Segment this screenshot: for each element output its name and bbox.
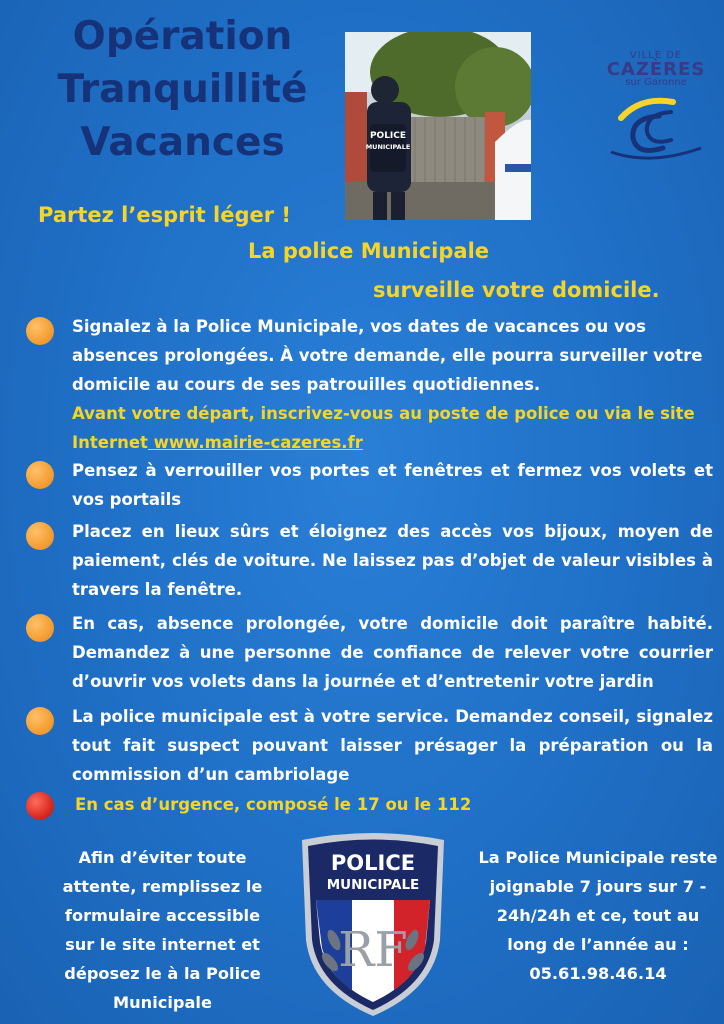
badge-monogram: RF	[338, 922, 408, 978]
bullet-red-icon	[26, 792, 54, 820]
footer-right	[478, 843, 718, 988]
list-item	[26, 312, 716, 452]
police-badge-icon	[294, 830, 452, 1020]
logo-line-2: CAZÈRES	[606, 59, 706, 80]
footer-left-text: Afin d’éviter toute attente, remplissez le formulaire accessible sur le site internet et déposez le à la Police Municipale	[62, 848, 263, 1012]
badge-text-1: POLICE	[330, 851, 416, 875]
bullet-1-highlight: Avant votre départ, inscrivez-vous au poste de police ou via le site Internet	[72, 404, 695, 452]
urgent-row	[26, 790, 716, 822]
bullet-orange-icon	[26, 707, 54, 735]
photo-illustration	[345, 32, 531, 220]
logo-line-3: sur Garonne	[625, 77, 687, 88]
list-item	[26, 517, 716, 607]
list-item	[26, 702, 716, 792]
list-item	[26, 609, 716, 699]
bullet-1-text: Signalez à la Police Municipale, vos dates de vacances ou vos absences prolongées. À votre demande, elle pourra surveiller votre domicile au cours de ses patrouilles quotidiennes.	[72, 317, 703, 394]
vest-label-2: MUNICIPALE	[365, 143, 411, 151]
bullet-5-text: La police municipale est à votre service. Demandez conseil, signalez tout fait suspect pouvant laisser présager la préparation ou la commission d’un cambriolage	[72, 707, 713, 784]
tagline-2: La police Municipale	[248, 239, 490, 263]
page-title	[20, 10, 345, 169]
town-logo	[601, 50, 711, 180]
bullet-orange-icon	[26, 317, 54, 345]
urgent-text: En cas d’urgence, composé le 17 ou le 112	[75, 795, 472, 814]
title-line-2: Tranquillité	[57, 67, 308, 112]
bullet-2-text: Pensez à verrouiller vos portes et fenêtres et fermez vos volets et vos portails	[72, 461, 713, 509]
police-officer-photo	[345, 32, 531, 220]
logo-line-1: VILLE DE	[629, 50, 683, 61]
bullet-orange-icon	[26, 461, 54, 489]
police-badge	[294, 830, 452, 1020]
bullet-4-text: En cas, absence prolongée, votre domicile doit paraître habité. Demandez à une personne de confiance de relever votre courrier d’ouvrir vos volets dans la journée et d’entretenir votre jardin	[72, 614, 713, 691]
website-link[interactable]: www.mairie-cazeres.fr	[147, 433, 363, 452]
list-item	[26, 456, 716, 516]
badge-text-2: MUNICIPALE	[326, 877, 420, 893]
phone-number: 05.61.98.46.14	[529, 964, 667, 983]
bullet-orange-icon	[26, 614, 54, 642]
tagline-1: Partez l’esprit léger !	[38, 203, 291, 227]
tagline-3: surveille votre domicile.	[373, 278, 660, 302]
title-line-3: Vacances	[80, 120, 285, 165]
logo-emblem-icon	[601, 88, 711, 168]
footer-right-text: La Police Municipale reste joignable 7 jours sur 7 - 24h/24h et ce, tout au long de l’année au :	[478, 848, 718, 954]
bullet-orange-icon	[26, 522, 54, 550]
bullet-3-text: Placez en lieux sûrs et éloignez des accès vos bijoux, moyen de paiement, clés de voiture. Ne laissez pas d’objet de valeur visibles à travers la fenêtre.	[72, 522, 713, 599]
vest-label-1: POLICE	[369, 131, 407, 141]
title-line-1: Opération	[72, 14, 293, 59]
bullet-text	[72, 312, 713, 457]
